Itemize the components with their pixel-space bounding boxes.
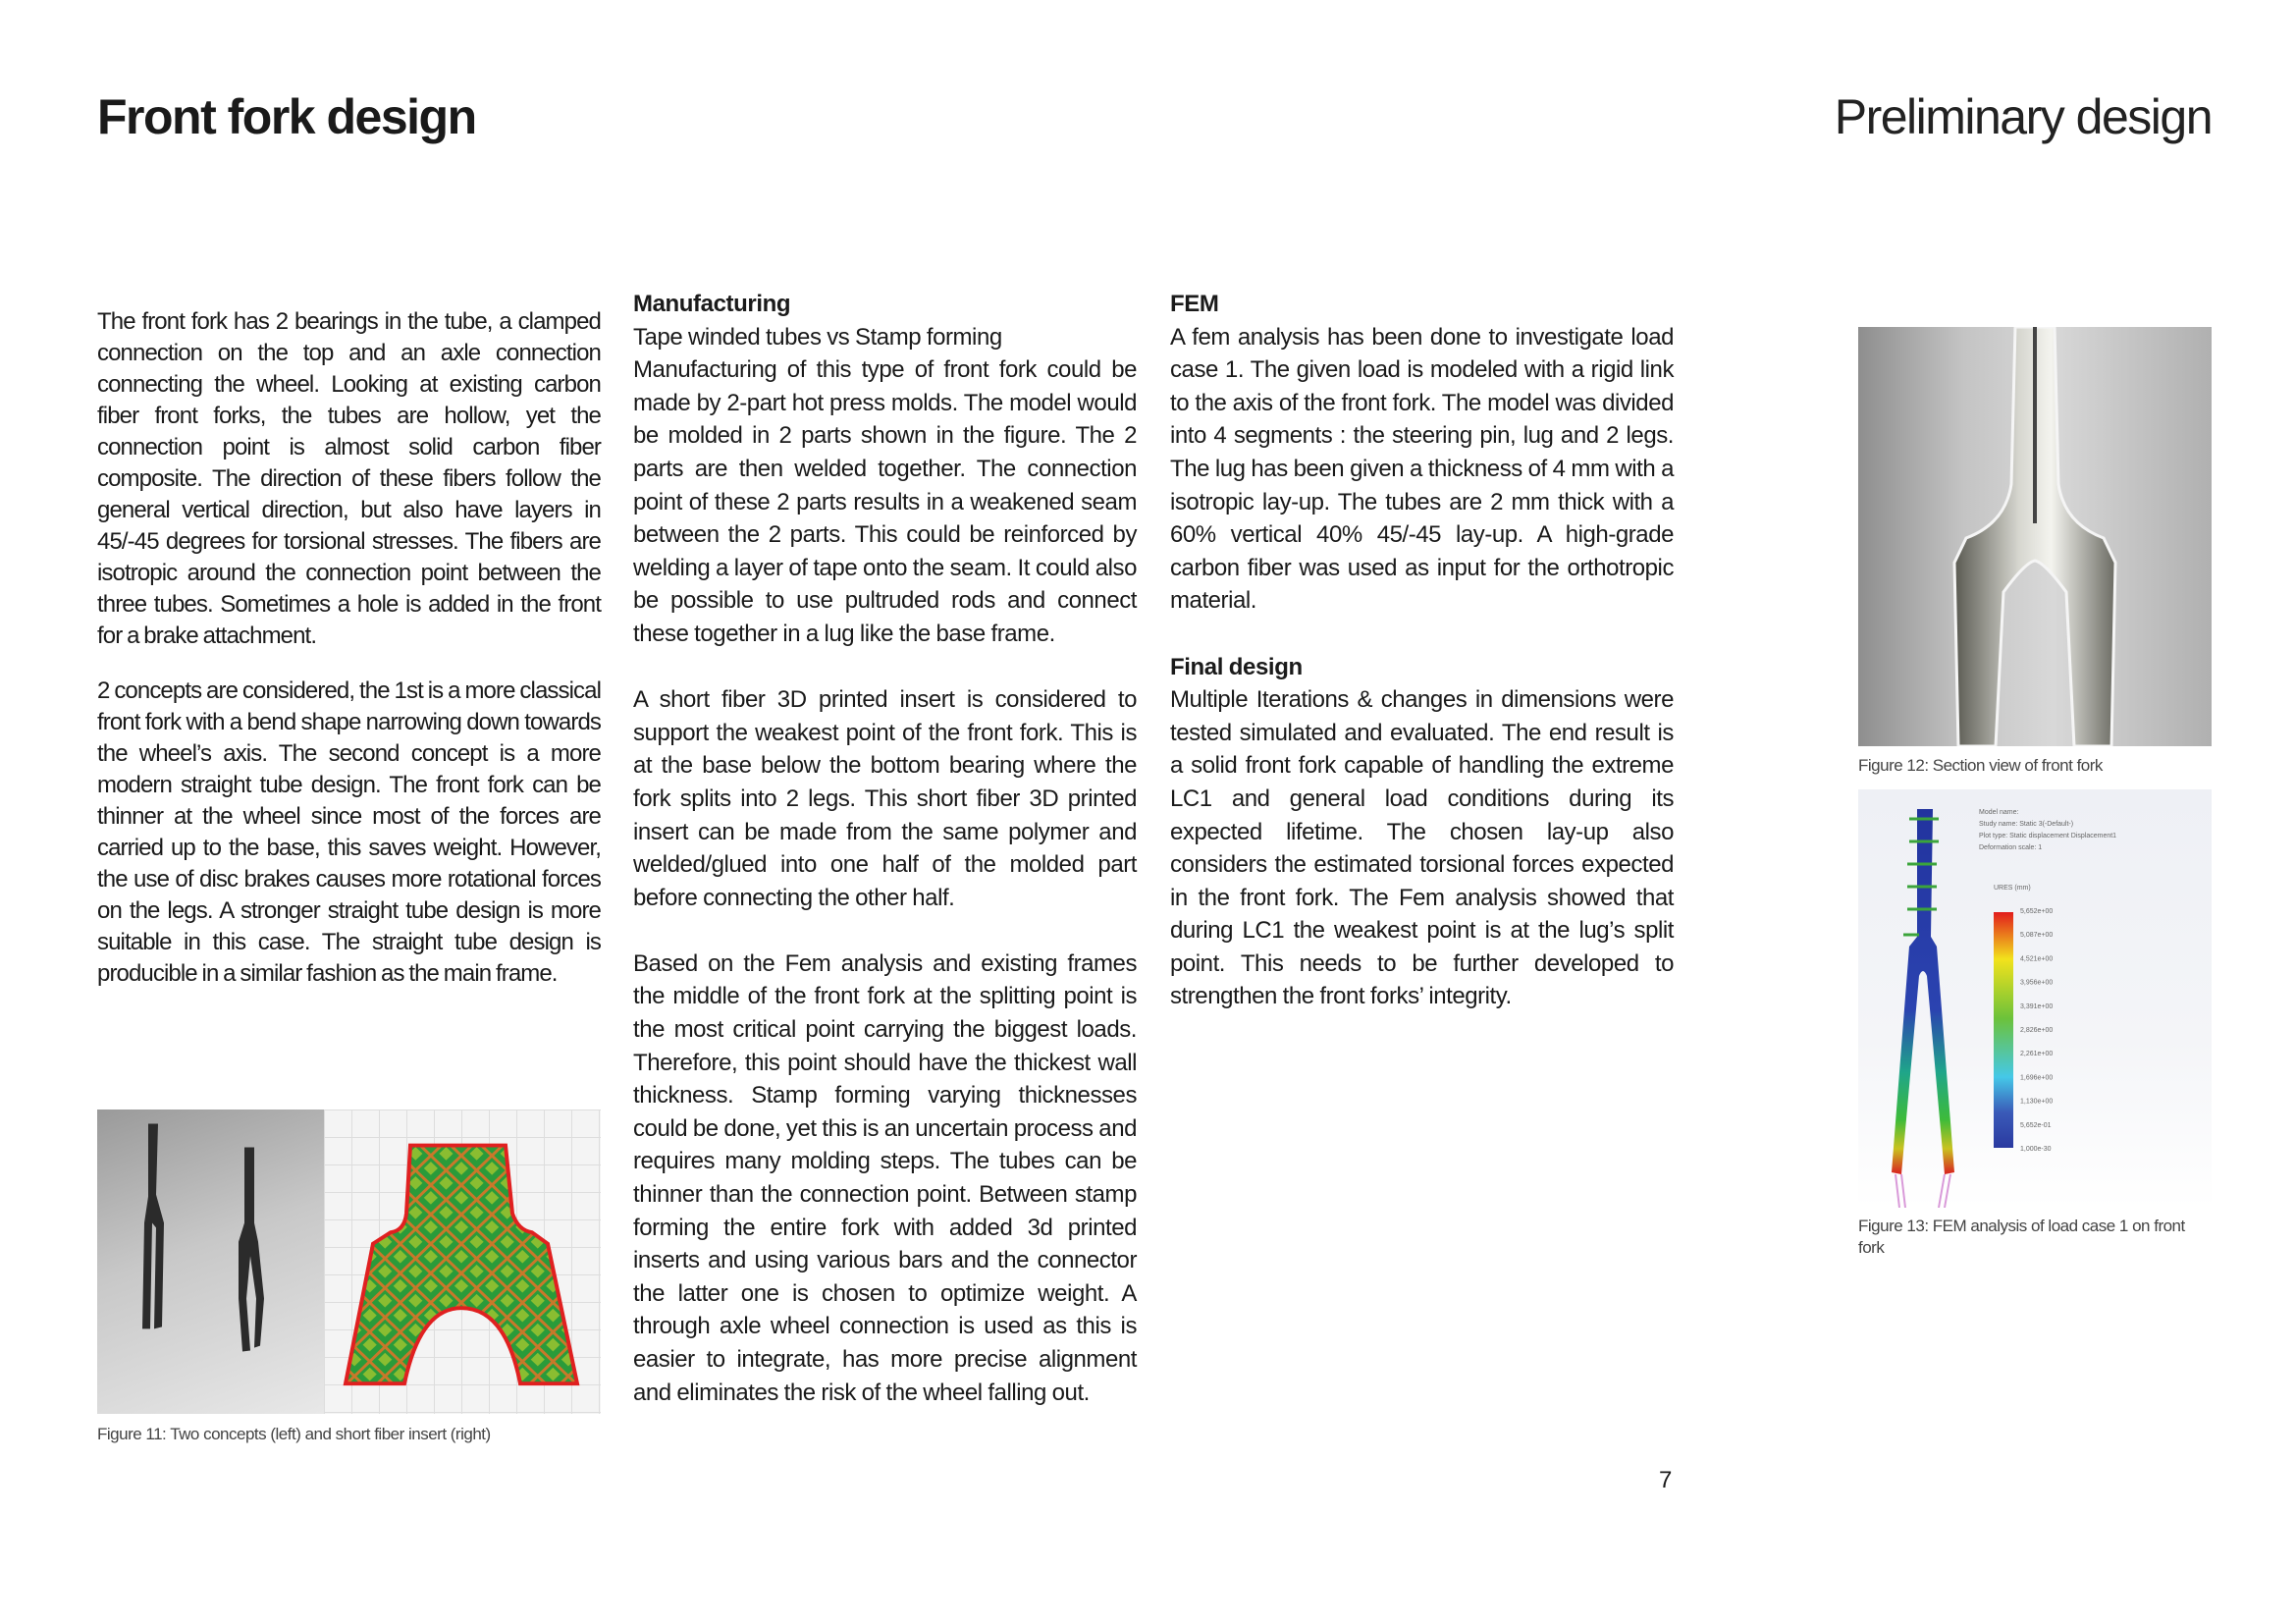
fem-heading: FEM	[1170, 291, 1219, 317]
column-fem	[1170, 288, 1674, 1047]
paragraph: Based on the Fem analysis and existing frames the middle of the front fork at the splitting point is the most critical point carrying the biggest loads. Therefore, this point should have the thickest wall thickness. Stamp forming varying thicknesses could be done, yet this is an uncertain process and requires many molding steps. The tubes can be thinner than the connection point. Between stamp forming the entire fork with added 3d printed inserts and using various bars and the connector the latter one is chosen to optimize weight. A through axle wheel connection is used as this is easier to integrate, has more precise alignment and eliminates the risk of the wheel falling out.	[633, 949, 1137, 1406]
fem-plot-type: Plot type: Static displacement Displacement1	[1979, 833, 2117, 839]
fem-legend-value: 1,696e+00	[2020, 1074, 2054, 1082]
paragraph: A short fiber 3D printed insert is considered to support the weakest point of the front fork. This is at the base below the bottom bearing where the fork splits into 2 legs. This short fiber 3D printed insert can be made from the same polymer and welded/glued into one half of the molded part before connecting the other half.	[633, 686, 1137, 911]
figure-12-section-view-image	[1858, 327, 2212, 746]
paragraph: Manufacturing of this type of front fork could be made by 2-part hot press molds. The model would be molded in 2 parts shown in the figure. The 2 parts are then welded together. The connection point of these 2 parts results in a weakened seam between the 2 parts. This could be reinforced by welding a layer of tape onto the seam. It could also be possible to use pultruded rods and connect these together in a lug like the base frame.	[633, 356, 1137, 647]
fem-legend-value: 1,130e+00	[2020, 1098, 2054, 1106]
figure-11-concepts-image	[97, 1110, 324, 1414]
figure-11-insert-image	[324, 1110, 601, 1414]
paragraph: 2 concepts are considered, the 1st is a more classical front fork with a bend shape narrowing down towards the wheel’s axis. The second concept is a more modern straight tube design. The front fork can be thinner at the wheel since most of the forces are carried up to the base, this saves weight. However, the use of disc brakes causes more rotational forces on the legs. A stronger straight tube design is more suitable in this case. The straight tube design is producible in a similar fashion as the main frame.	[97, 677, 601, 987]
paragraph: Multiple Iterations & changes in dimensions were tested simulated and evaluated. The end result is a solid front fork capable of handling the extreme LC1 and general load conditions during its expected lifetime. The chosen lay-up also considers the estimated torsional forces expected in the front fork. The Fem analysis showed that during LC1 the weakest point is at the lug’s split point. This needs to be further developed to strengthen the front forks’ integrity.	[1170, 686, 1674, 1010]
fem-legend-value: 1,000e-30	[2020, 1146, 2052, 1153]
fem-legend-value: 5,652e-01	[2020, 1121, 2052, 1129]
final-design-heading: Final design	[1170, 653, 1303, 680]
fem-legend-value: 2,261e+00	[2020, 1051, 2054, 1058]
fem-legend-value: 5,652e+00	[2020, 908, 2054, 915]
figure-11-caption: Figure 11: Two concepts (left) and short fiber insert (right)	[97, 1425, 491, 1443]
page-number: 7	[1659, 1467, 1673, 1493]
paragraph: A fem analysis has been done to investigate load case 1. The given load is modeled with a rigid link to the axis of the front fork. The model was divided into 4 segments : the steering pin, lug and 2 legs. The lug has been given a thickness of 4 mm with a isotropic lay-up. The tubes are 2 mm thick with a 60% vertical 40% 45/-45 lay-up. A high-grade carbon fiber was used as input for the orthotropic material.	[1170, 323, 1674, 615]
fem-legend-value: 3,391e+00	[2020, 1002, 2054, 1010]
fem-study-name: Study name: Static 3(-Default-)	[1979, 821, 2074, 828]
fem-legend-value: 3,956e+00	[2020, 979, 2054, 987]
section-title: Preliminary design	[1834, 89, 2212, 144]
column-manufacturing	[633, 288, 1137, 1442]
figure-12-caption: Figure 12: Section view of front fork	[1858, 756, 2103, 775]
paragraph: The front fork has 2 bearings in the tube, a clamped connection on the top and an axle connection connecting the wheel. Looking at existing carbon fiber front forks, the tubes are hollow, yet the connection point is almost solid carbon fiber composite. The direction of these fibers follow the general vertical direction, but also have layers in 45/-45 degrees for torsional stresses. The fibers are isotropic around the connection point between the three tubes. Sometimes a hole is added in the front for a brake attachment.	[97, 308, 601, 649]
fem-legend-value: 5,087e+00	[2020, 932, 2054, 940]
fem-legend-value: 4,521e+00	[2020, 955, 2054, 963]
fem-model-name: Model name:	[1979, 809, 2019, 816]
manufacturing-subheading: Tape winded tubes vs Stamp forming	[633, 323, 1002, 351]
figure-13-caption: Figure 13: FEM analysis of load case 1 on front fork	[1858, 1217, 2185, 1257]
figure-13-fem-plot	[1858, 789, 2212, 1208]
fem-deformation-scale: Deformation scale: 1	[1979, 844, 2043, 851]
page-title: Front fork design	[97, 89, 476, 144]
fem-legend-title: URES (mm)	[1994, 885, 2031, 892]
manufacturing-heading: Manufacturing	[633, 291, 791, 317]
column-intro	[97, 306, 601, 990]
fem-legend-value: 2,826e+00	[2020, 1027, 2054, 1034]
